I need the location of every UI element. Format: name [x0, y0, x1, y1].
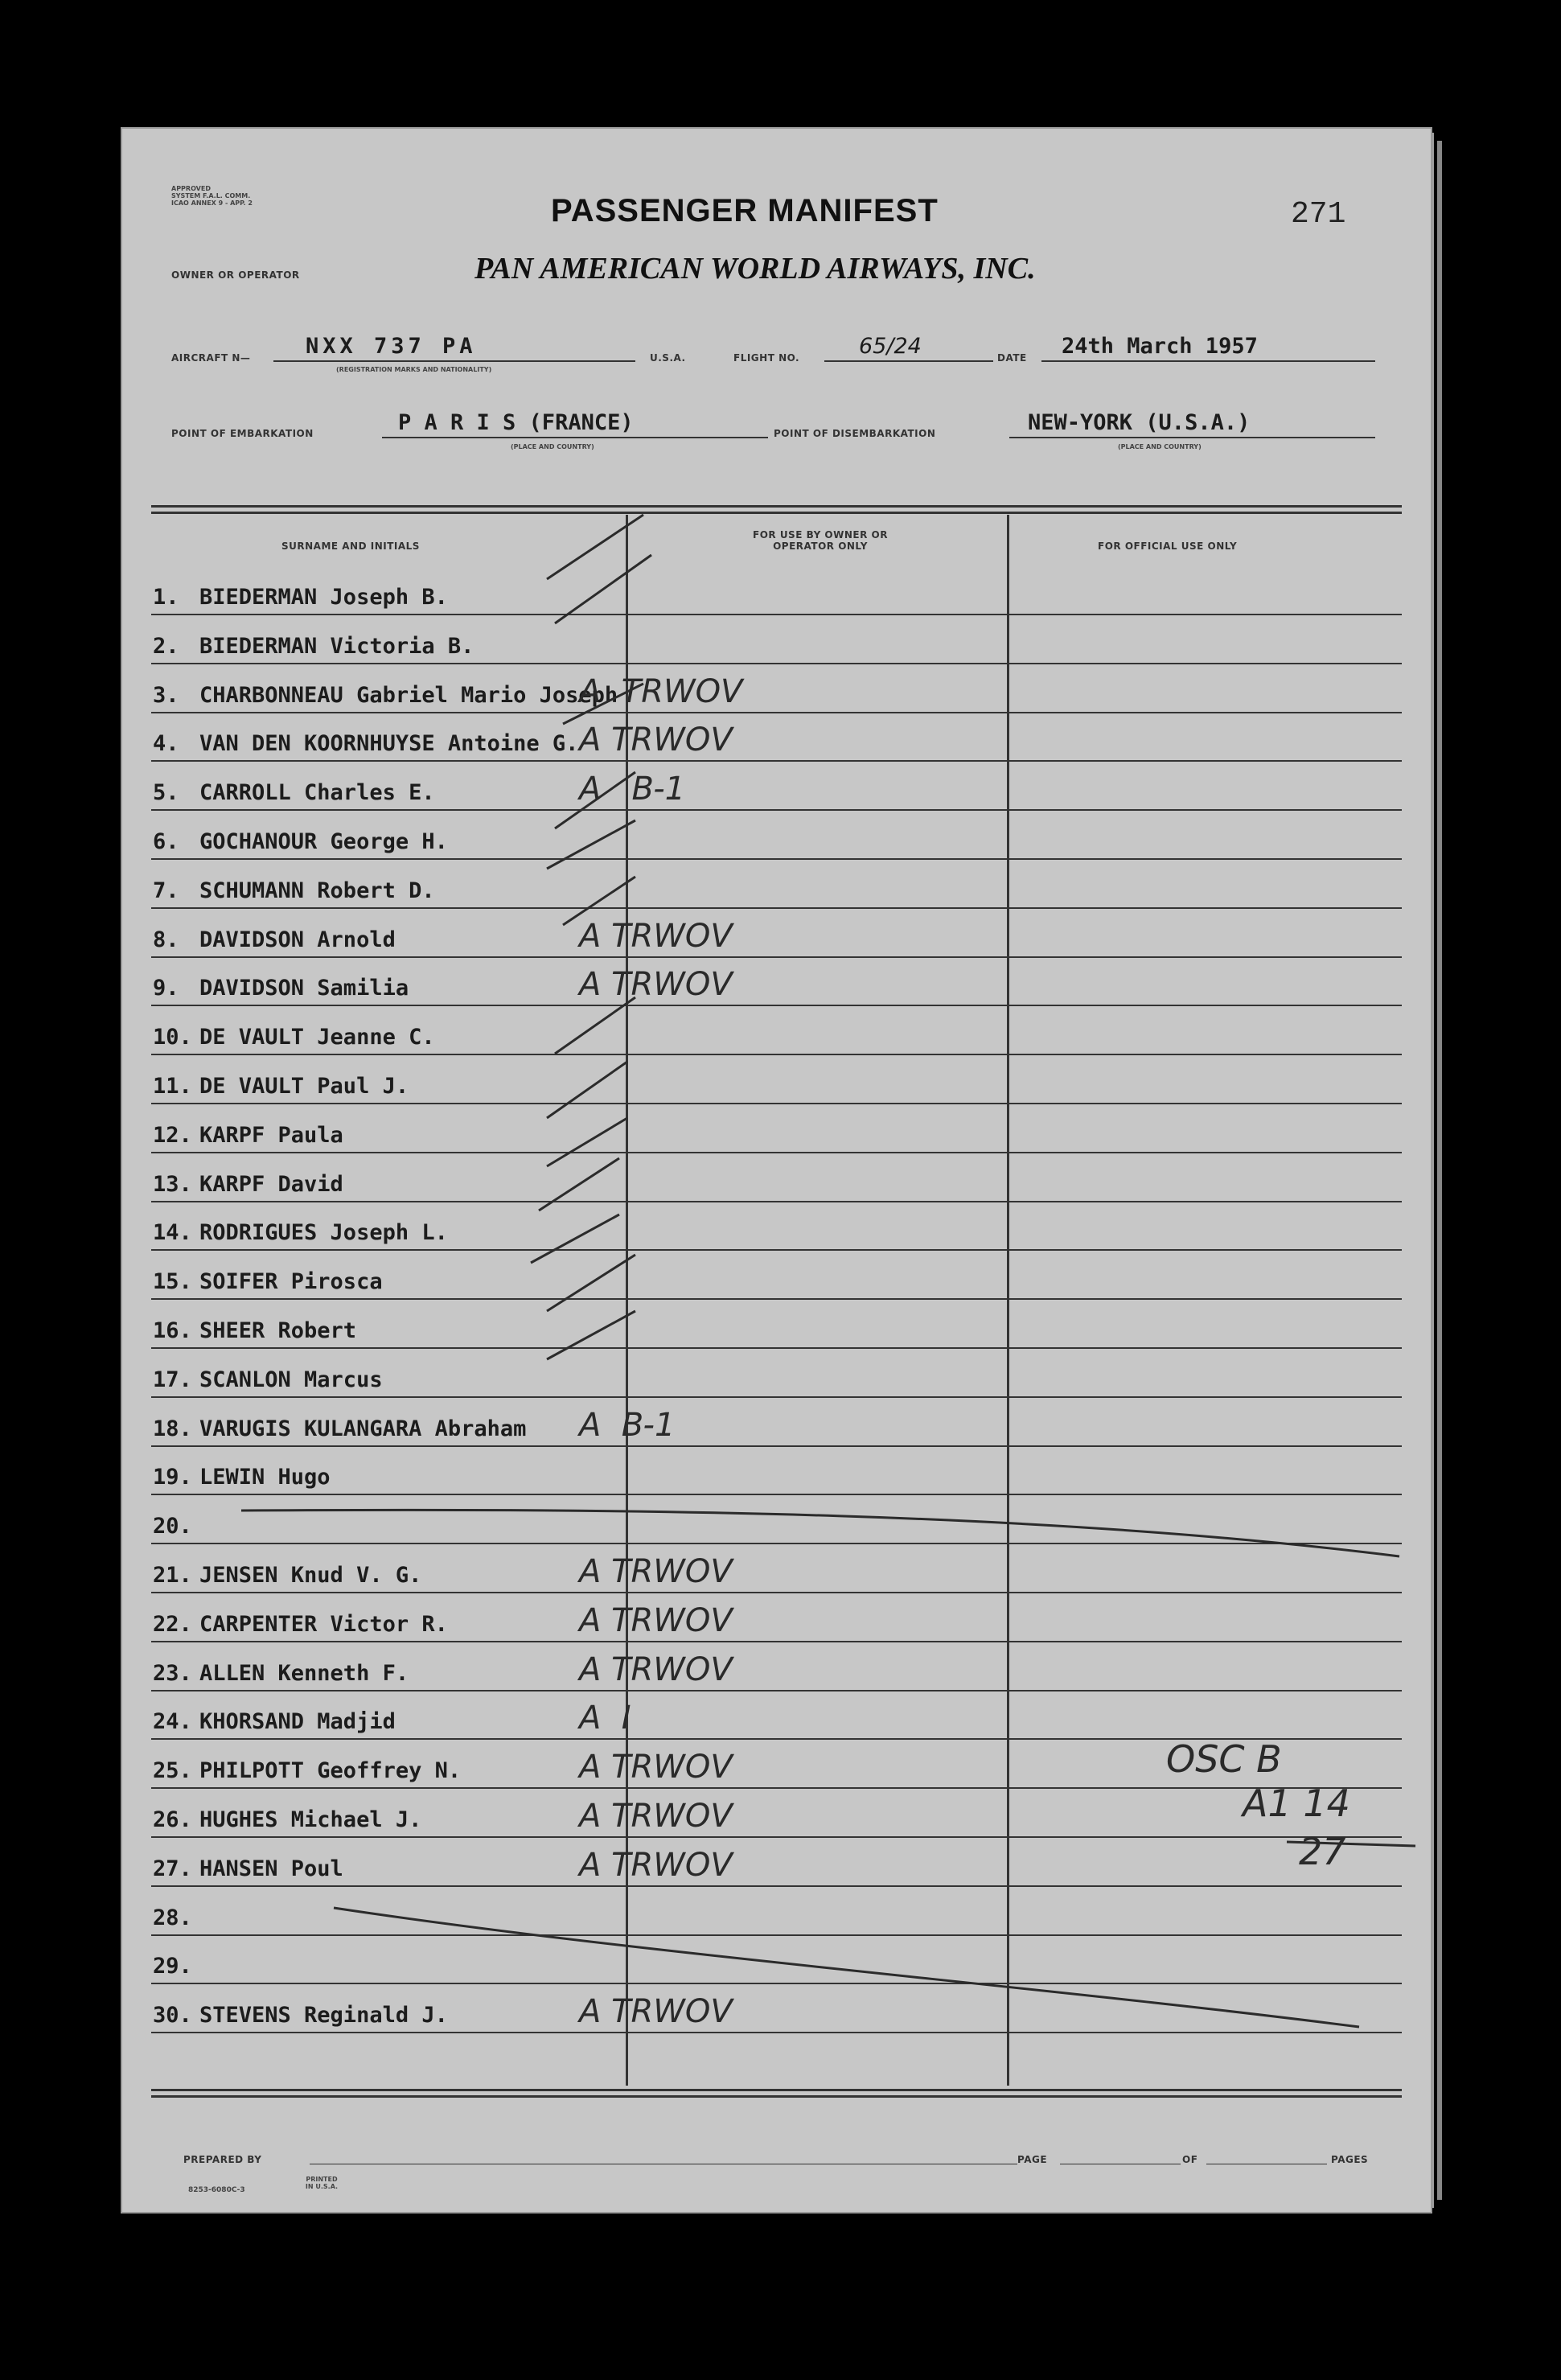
row-number: 26. — [153, 1807, 192, 1832]
row-number: 23. — [153, 1661, 192, 1686]
official-note: 27 — [1299, 1830, 1346, 1873]
row-number: 8. — [153, 927, 179, 952]
aircraft-value: NXX 737 PA — [306, 334, 477, 359]
owner-note: A B-1 — [579, 771, 686, 808]
embark-value: P A R I S (FRANCE) — [398, 410, 634, 435]
flight-value: 65/24 — [859, 334, 922, 359]
page-label: PAGE — [1017, 2154, 1048, 2165]
row-number: 13. — [153, 1172, 192, 1197]
row-number: 20. — [153, 1514, 192, 1539]
passenger-name: VAN DEN KOORNHUYSE Antoine G. — [199, 731, 579, 756]
passenger-name: SCANLON Marcus — [199, 1367, 383, 1392]
tick-mark — [547, 1062, 627, 1118]
row-number: 16. — [153, 1318, 192, 1343]
row-number: 22. — [153, 1612, 192, 1637]
passenger-name: BIEDERMAN Joseph B. — [199, 585, 448, 610]
official-note: A1 14 — [1243, 1782, 1350, 1825]
flight-label: FLIGHT NO. — [733, 352, 800, 364]
row-number: 17. — [153, 1367, 192, 1392]
embark-caption: (PLACE AND COUNTRY) — [511, 443, 594, 450]
tick-mark — [539, 1158, 619, 1211]
official-note: OSC B — [1166, 1737, 1282, 1781]
passenger-name: ALLEN Kenneth F. — [199, 1661, 409, 1686]
row-number: 14. — [153, 1220, 192, 1245]
passenger-name: BIEDERMAN Victoria B. — [199, 634, 474, 659]
owner-note: A B-1 — [579, 1407, 676, 1444]
owner-note: A TRWOV — [579, 1602, 733, 1639]
passenger-name: CARROLL Charles E. — [199, 780, 435, 805]
passenger-name: GOCHANOUR George H. — [199, 829, 448, 854]
page-number: 271 — [1291, 197, 1346, 232]
row-number: 6. — [153, 829, 179, 854]
prepared-by-label: PREPARED BY — [183, 2154, 262, 2165]
approval-line: APPROVED — [171, 185, 211, 192]
disembark-caption: (PLACE AND COUNTRY) — [1118, 443, 1202, 450]
official-underline — [1287, 1842, 1415, 1846]
page-title: PASSENGER MANIFEST — [551, 193, 939, 228]
passenger-name: KARPF Paula — [199, 1123, 343, 1148]
passenger-name: DAVIDSON Samilia — [199, 976, 409, 1001]
approval-line: ICAO ANNEX 9 - APP. 2 — [171, 199, 253, 207]
owner-note: A TRWOV — [579, 673, 743, 710]
tick-mark — [555, 997, 635, 1054]
passenger-name: SOIFER Pirosca — [199, 1269, 383, 1294]
owner-value: PAN AMERICAN WORLD AIRWAYS, INC. — [474, 252, 1036, 286]
owner-label: OWNER OR OPERATOR — [171, 269, 300, 281]
row-number: 4. — [153, 731, 179, 756]
owner-note: A TRWOV — [579, 1847, 733, 1884]
strike-line-20 — [241, 1510, 1399, 1556]
tick-mark — [547, 820, 635, 869]
owner-note: A I — [579, 1700, 631, 1737]
tick-mark — [555, 772, 635, 828]
passenger-name: JENSEN Knud V. G. — [199, 1563, 422, 1588]
date-value: 24th March 1957 — [1062, 334, 1258, 359]
row-number: 2. — [153, 634, 179, 659]
row-number: 19. — [153, 1465, 192, 1490]
passenger-name: RODRIGUES Joseph L. — [199, 1220, 448, 1245]
owner-note: A TRWOV — [579, 918, 733, 955]
owner-note: A TRWOV — [579, 1553, 733, 1590]
passenger-name: CARPENTER Victor R. — [199, 1612, 448, 1637]
tick-mark — [531, 1215, 619, 1263]
passenger-name: SCHUMANN Robert D. — [199, 878, 435, 903]
owner-note: A TRWOV — [579, 966, 733, 1003]
column-header-official: FOR OFFICIAL USE ONLY — [1098, 541, 1238, 552]
tick-mark — [547, 1255, 635, 1311]
owner-note: A TRWOV — [579, 1993, 733, 2030]
passenger-name: DAVIDSON Arnold — [199, 927, 396, 952]
tick-mark — [547, 1118, 627, 1166]
approval-line: SYSTEM F.A.L. COMM. — [171, 192, 251, 199]
row-number: 28. — [153, 1905, 192, 1930]
row-number: 15. — [153, 1269, 192, 1294]
row-number: 7. — [153, 878, 179, 903]
row-number: 30. — [153, 2003, 192, 2028]
row-number: 21. — [153, 1563, 192, 1588]
usa-label: U.S.A. — [650, 352, 686, 364]
passenger-name: STEVENS Reginald J. — [199, 2003, 448, 2028]
row-number: 18. — [153, 1416, 192, 1441]
registration-caption: (REGISTRATION MARKS AND NATIONALITY) — [336, 366, 492, 373]
passenger-name: DE VAULT Paul J. — [199, 1074, 409, 1099]
disembark-label: POINT OF DISEMBARKATION — [774, 428, 936, 439]
row-number: 29. — [153, 1954, 192, 1979]
owner-note: A TRWOV — [579, 1798, 733, 1835]
row-number: 10. — [153, 1025, 192, 1050]
owner-note: A TRWOV — [579, 1651, 733, 1688]
passenger-name: KARPF David — [199, 1172, 343, 1197]
row-number: 25. — [153, 1758, 192, 1783]
passenger-name: SHEER Robert — [199, 1318, 357, 1343]
passenger-name: KHORSAND Madjid — [199, 1709, 396, 1734]
owner-note: A TRWOV — [579, 1749, 733, 1786]
passenger-name: PHILPOTT Geoffrey N. — [199, 1758, 462, 1783]
strike-line-28-29 — [334, 1908, 1359, 2027]
date-label: DATE — [997, 352, 1027, 364]
row-number: 12. — [153, 1123, 192, 1148]
column-header-owner: FOR USE BY OWNER OR OPERATOR ONLY — [753, 529, 888, 552]
tick-mark — [563, 877, 635, 925]
row-number: 3. — [153, 683, 179, 708]
row-number: 1. — [153, 585, 179, 610]
passenger-name: CHARBONNEAU Gabriel Mario Joseph — [199, 683, 618, 708]
pages-label: PAGES — [1331, 2154, 1369, 2165]
passenger-name: DE VAULT Jeanne C. — [199, 1025, 435, 1050]
of-label: OF — [1182, 2154, 1198, 2165]
owner-note: A TRWOV — [579, 721, 733, 758]
tick-mark — [547, 1311, 635, 1359]
tick-mark — [563, 684, 643, 724]
row-number: 9. — [153, 976, 179, 1001]
passenger-name: VARUGIS KULANGARA Abraham — [199, 1416, 527, 1441]
disembark-value: NEW-YORK (U.S.A.) — [1028, 410, 1251, 435]
passenger-name: HUGHES Michael J. — [199, 1807, 422, 1832]
row-number: 27. — [153, 1856, 192, 1881]
row-number: 5. — [153, 780, 179, 805]
form-number: 8253-6080C-3 — [188, 2186, 245, 2194]
passenger-name: LEWIN Hugo — [199, 1465, 331, 1490]
embark-label: POINT OF EMBARKATION — [171, 428, 314, 439]
row-number: 24. — [153, 1709, 192, 1734]
passenger-name: HANSEN Poul — [199, 1856, 343, 1881]
row-number: 11. — [153, 1074, 192, 1099]
aircraft-label: AIRCRAFT N— — [171, 352, 251, 364]
column-header-names: SURNAME AND INITIALS — [281, 541, 420, 552]
printed-label: PRINTED IN U.S.A. — [305, 2176, 339, 2190]
